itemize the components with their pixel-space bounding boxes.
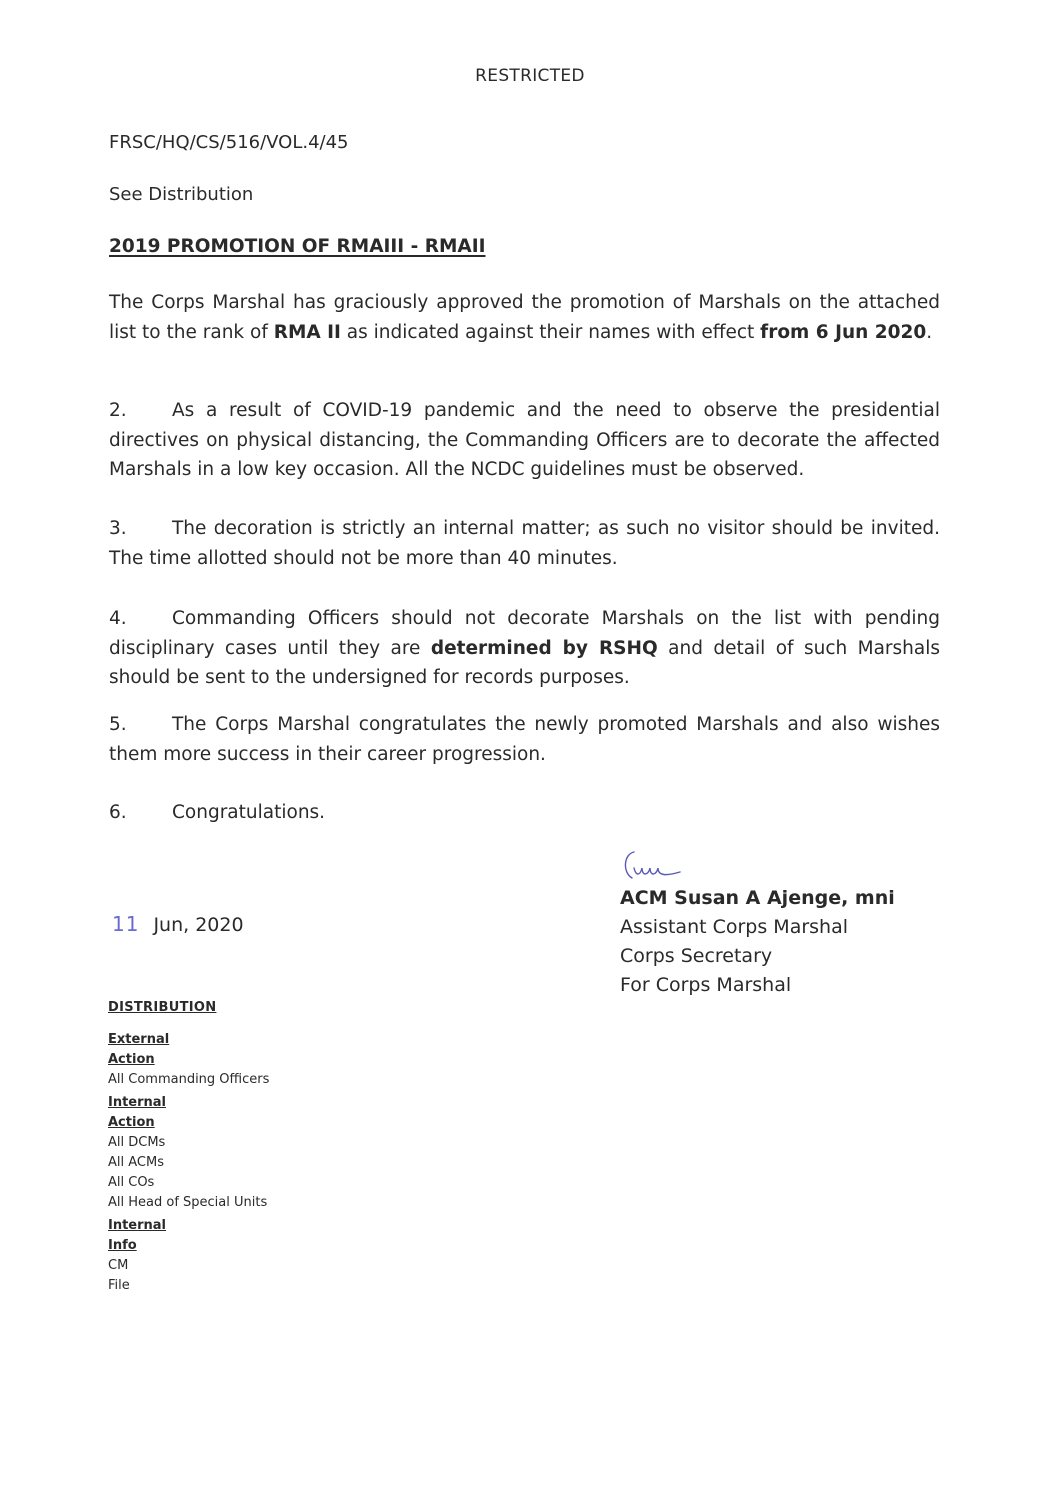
distribution-item: CM [108, 1258, 129, 1273]
distribution-group [108, 1030, 269, 1090]
signature-block [620, 884, 895, 1000]
distribution-item: All COs [108, 1175, 155, 1190]
paragraph-6 [109, 798, 940, 828]
paragraph-4-text-b: and detail of such Marshals should be sent to the undersigned for records purposes. [109, 637, 940, 688]
paragraph-number: 2. [109, 400, 127, 421]
document-date [112, 912, 244, 936]
paragraph-3 [109, 514, 940, 573]
distribution-group [108, 1093, 269, 1213]
distribution-type: Info [108, 1238, 137, 1253]
date-day-handwritten: 11 [112, 912, 140, 936]
distribution-item: All ACMs [108, 1155, 164, 1170]
paragraph-6-text: Congratulations. [172, 802, 326, 823]
paragraph-1-effective-date: from 6 Jun 2020 [760, 321, 927, 343]
distribution-group [108, 1216, 269, 1296]
distribution-category: Internal [108, 1218, 167, 1233]
paragraph-number: 3. [109, 518, 127, 539]
reference-number: FRSC/HQ/CS/516/VOL.4/45 [109, 132, 349, 153]
distribution-title: DISTRIBUTION [108, 1000, 217, 1015]
distribution-item: File [108, 1278, 130, 1293]
distribution-item: All Head of Special Units [108, 1195, 268, 1210]
distribution-type: Action [108, 1052, 155, 1067]
paragraph-2 [109, 396, 940, 485]
paragraph-1-text-c: . [926, 321, 933, 343]
signatory-name: ACM Susan A Ajenge, mni [620, 887, 895, 909]
addressee: See Distribution [109, 184, 254, 205]
paragraph-5 [109, 710, 940, 769]
paragraph-1-rank: RMA II [273, 321, 341, 343]
signatory-for: For Corps Marshal [620, 974, 792, 996]
date-month-year: Jun, 2020 [153, 914, 244, 936]
paragraph-4-text-a: Commanding Officers should not decorate Marshals on the list with pending disciplinary cases until they are [109, 608, 940, 659]
paragraph-1-text-b: as indicated against their names with effect [340, 321, 761, 343]
paragraph-4 [109, 604, 940, 693]
paragraph-number: 5. [109, 714, 127, 735]
distribution-category: Internal [108, 1095, 167, 1110]
signatory-rank: Assistant Corps Marshal [620, 916, 849, 938]
distribution-list [108, 998, 269, 1296]
paragraph-2-text: As a result of COVID-19 pandemic and the need to observe the presidential directives on physical distancing, the Commanding Officers are to decorate the affected Marshals in a low key occasion. All the NCDC guidelines must be observed. [109, 400, 940, 480]
paragraph-3-text: The decoration is strictly an internal matter; as such no visitor should be invited. The time allotted should not be more than 40 minutes. [109, 518, 940, 569]
signatory-office: Corps Secretary [620, 945, 773, 967]
distribution-category: External [108, 1032, 170, 1047]
paragraph-1-text-a: The Corps Marshal has graciously approved the promotion of Marshals on the attached list to the rank of [109, 292, 940, 343]
subject-heading: 2019 PROMOTION OF RMAIII - RMAII [109, 236, 486, 257]
paragraph-number: 6. [109, 802, 127, 823]
distribution-type: Action [108, 1115, 155, 1130]
distribution-item: All DCMs [108, 1135, 166, 1150]
paragraph-5-text: The Corps Marshal congratulates the newly promoted Marshals and also wishes them more success in their career progression. [109, 714, 940, 765]
paragraph-4-bold: determined by RSHQ [430, 637, 658, 659]
paragraph-number: 4. [109, 608, 127, 629]
distribution-item: All Commanding Officers [108, 1072, 270, 1087]
signature-icon [620, 846, 700, 882]
classification-marking: RESTRICTED [475, 66, 585, 86]
paragraph-1 [109, 288, 940, 347]
